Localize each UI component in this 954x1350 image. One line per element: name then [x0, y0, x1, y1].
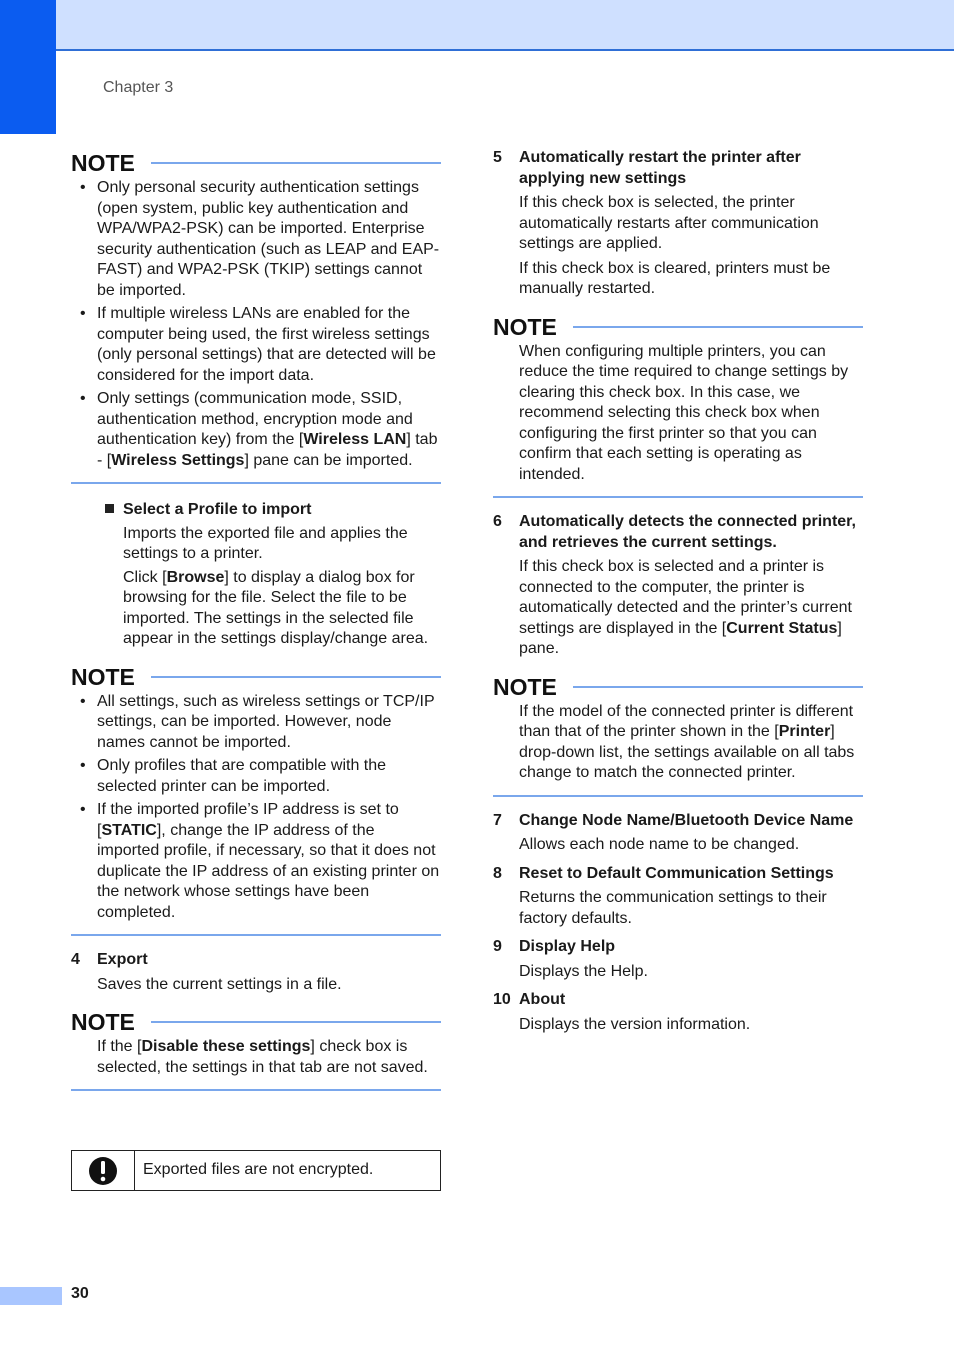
note-text: If the [Disable these settings] check box is selected, the settings in that tab are not saved.: [97, 1038, 428, 1076]
step-title: Change Node Name/Bluetooth Device Name: [519, 811, 854, 829]
chapter-label: Chapter 3: [103, 79, 174, 96]
note-box: [493, 672, 863, 797]
note-title: NOTE: [493, 673, 557, 700]
step-desc: Displays the version information.: [519, 1015, 751, 1033]
note-bullet: • Only settings (communication mode, SSID, authentication method, encryption mode and authentication key) from the [Wireless LAN] tab - [Wireless Settings] pane can be imported.: [71, 389, 441, 471]
note-bullet: • All settings, such as wireless settings or TCP/IP settings, can be imported. However, node names cannot be imported.: [71, 692, 441, 754]
chapter-tab-marker: [0, 0, 56, 134]
note-bullet: • If multiple wireless LANs are enabled for the computer being used, the first wireless settings (only personal settings) that are detected will be considered for the import data.: [71, 304, 441, 386]
page-number-bar: [0, 1287, 62, 1305]
note-box: [71, 1007, 441, 1091]
note-title: NOTE: [71, 150, 135, 176]
note-list: [71, 178, 441, 471]
left-column: [71, 148, 441, 1091]
step-auto-restart: [493, 148, 863, 300]
note-title: NOTE: [493, 313, 557, 340]
step-number: 4: [71, 951, 80, 968]
select-profile-desc: Imports the exported file and applies the settings to a printer.: [123, 524, 408, 562]
step-number: 8: [493, 864, 502, 882]
step-desc: If this check box is selected and a printer is connected to the computer, the printer is automatically detected and the printer’s current settings are displayed in the [Current Status] pane.: [519, 558, 852, 657]
step-desc: If this check box is selected, the printer automatically restarts after communication settings are applied.: [519, 194, 819, 252]
note-end-rule: [71, 1089, 441, 1091]
note-bullet: • If the imported profile’s IP address is set to [STATIC], change the IP address of the imported profile, if necessary, so that it does not duplicate the IP address of an existing printer on the network whose settings have been completed.: [71, 800, 441, 923]
step-desc: Allows each node name to be changed.: [519, 836, 800, 853]
note-end-rule: [493, 496, 863, 498]
note-list: [71, 692, 441, 924]
step-about: [493, 990, 863, 1035]
note-rule: [151, 676, 441, 678]
note-box: [71, 662, 441, 937]
note-rule: [151, 1021, 441, 1023]
step-title: Automatically restart the printer after applying new settings: [519, 149, 801, 187]
step-number: 5: [493, 149, 502, 166]
note-title: NOTE: [71, 663, 135, 690]
note-box: [493, 312, 863, 499]
square-bullet-icon: [105, 504, 114, 513]
caution-box: [71, 1150, 441, 1191]
step-number: 9: [493, 938, 502, 955]
step-title: Automatically detects the connected printer, and retrieves the current settings.: [519, 513, 856, 551]
note-rule: [573, 326, 863, 328]
select-profile-item: [71, 500, 441, 650]
step-title: Reset to Default Communication Settings: [519, 864, 834, 882]
note-box: [71, 148, 441, 484]
note-rule: [573, 686, 863, 688]
step-title: About: [519, 991, 566, 1008]
step-desc: Saves the current settings in a file.: [97, 975, 342, 993]
note-end-rule: [71, 482, 441, 484]
step-number: 10: [493, 991, 511, 1008]
step-desc: Returns the communication settings to their factory defaults.: [519, 889, 827, 927]
step-number: 6: [493, 513, 502, 530]
step-desc: Displays the Help.: [519, 962, 648, 980]
page-number: 30: [71, 1285, 89, 1302]
step-number: 7: [493, 811, 502, 829]
note-title: NOTE: [71, 1009, 135, 1035]
note-bullet: • Only profiles that are compatible with the selected printer can be imported.: [71, 756, 441, 797]
step-reset-defaults: [493, 864, 863, 930]
step-title: Display Help: [519, 938, 616, 955]
right-column: [493, 148, 863, 1035]
step-desc: If this check box is cleared, printers must be manually restarted.: [519, 259, 831, 297]
step-change-node-name: [493, 811, 863, 856]
note-text: If the model of the connected printer is different than that of the printer shown in the [Printer] drop-down list, the settings available on all tabs change to match the connected printer.: [519, 702, 855, 781]
select-profile-browse: Click [Browse] to display a dialog box for browsing for the file. Select the file to be imported. The settings in the selected file appear in the settings display/change area.: [123, 568, 429, 647]
step-auto-detect: [493, 512, 863, 660]
caution-text: Exported files are not encrypted.: [143, 1161, 374, 1179]
select-profile-title: Select a Profile to import: [123, 501, 312, 518]
step-export: [71, 950, 441, 995]
step-display-help: [493, 937, 863, 982]
header-band: [0, 0, 954, 51]
step-title: Export: [97, 951, 148, 968]
note-bullet: • Only personal security authentication settings (open system, public key authentication and WPA/WPA2-PSK) can be imported. Enterprise security authentication (such as LEAP and EAP-FAST) and WPA2-PSK (TKIP) settings cannot be imported.: [71, 178, 441, 301]
note-text: When configuring multiple printers, you can reduce the time required to change settings by clearing this check box. In this case, we recommend selecting this check box when configuring the first printer so that you can confirm that each setting is operating as intended.: [519, 342, 849, 483]
note-end-rule: [71, 934, 441, 936]
exclamation-icon: [72, 1151, 135, 1190]
note-rule: [151, 162, 441, 164]
note-end-rule: [493, 795, 863, 797]
